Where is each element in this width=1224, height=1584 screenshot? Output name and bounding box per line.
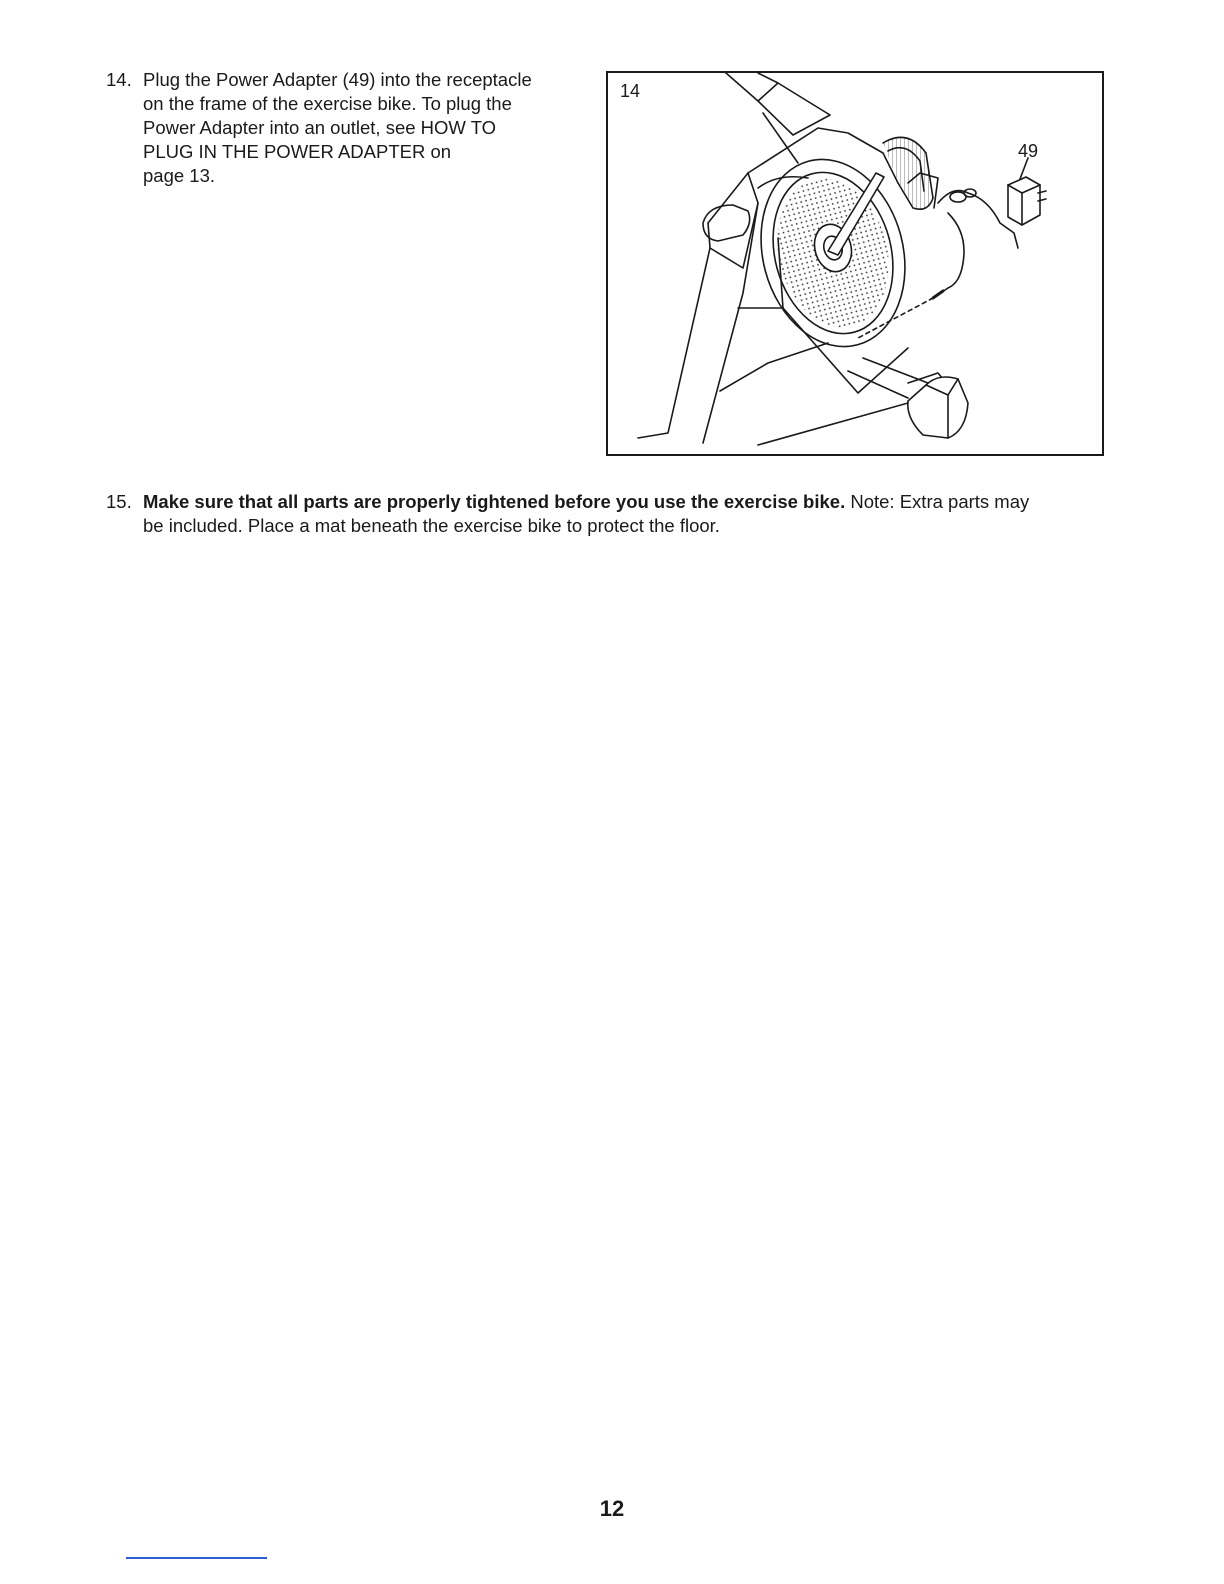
page-number: 12	[599, 1496, 625, 1521]
instruction-line: PLUG IN THE POWER ADAPTER on	[143, 141, 452, 162]
exercise-bike-illustration	[608, 73, 1104, 456]
footer-rule	[126, 1557, 267, 1559]
figure-step-number: 14	[620, 81, 641, 101]
instruction-line: on the frame of the exercise bike. To plug the	[143, 93, 512, 114]
instruction-line	[143, 490, 1105, 514]
part-number-callout: 49	[1018, 141, 1039, 161]
stabilizer-endcap	[908, 377, 968, 438]
seat-post	[726, 73, 778, 101]
warning-text: Make sure that all parts are properly tightened before you use the exercise bike.	[143, 491, 846, 512]
instruction-line: Power Adapter into an outlet, see HOW TO	[143, 117, 497, 138]
step-number: 14.	[106, 69, 132, 90]
power-adapter	[1008, 177, 1040, 225]
bottle-holder	[703, 205, 750, 241]
step-instructions	[143, 68, 573, 188]
instruction-line: Plug the Power Adapter (49) into the receptacle	[143, 69, 532, 90]
instruction-line: page 13.	[143, 165, 216, 186]
assembly-figure	[606, 71, 1104, 456]
pedal	[883, 137, 933, 209]
step-instructions	[143, 490, 1105, 538]
step-number: 15.	[106, 491, 132, 512]
instruction-line: be included. Place a mat beneath the exercise bike to protect the floor.	[143, 515, 720, 536]
note-text: Note: Extra parts may	[845, 491, 1030, 512]
